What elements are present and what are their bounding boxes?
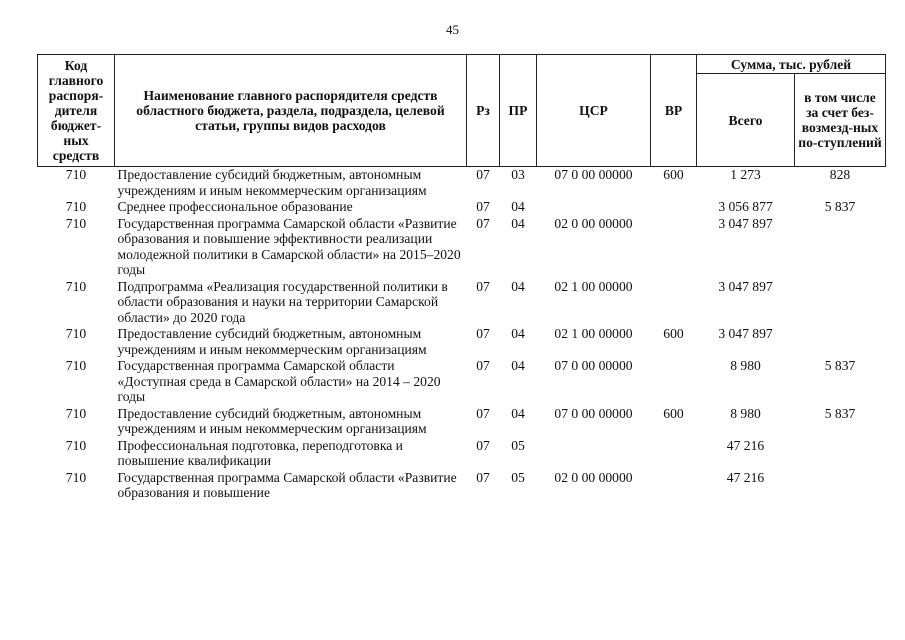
cell-total: 3 047 897 <box>718 278 773 294</box>
cell-csr: 07 0 00 00000 <box>554 167 633 182</box>
cell-vr <box>651 199 697 216</box>
cell-free: 5 837 <box>824 358 856 373</box>
header-name: Наименование главного распорядителя средств областного бюджета, раздела, подраздела, целевой статьи, группы видов расходов <box>115 55 467 167</box>
cell-free <box>795 470 886 502</box>
cell-total: 1 273 <box>730 167 761 182</box>
cell-code: 710 <box>65 199 87 214</box>
cell-free <box>795 279 886 327</box>
table-header <box>38 55 886 167</box>
cell-vr: 600 <box>663 167 684 182</box>
cell-name: Предоставление субсидий бюджетным, автономным учреждениям и иным некоммерческим организациям <box>117 167 427 198</box>
cell-csr: 02 0 00 00000 <box>554 469 633 485</box>
cell-rz: 07 <box>476 326 490 341</box>
cell-code: 710 <box>65 358 87 373</box>
cell-csr <box>537 199 651 216</box>
cell-pr: 04 <box>511 215 525 231</box>
cell-total: 3 047 897 <box>718 215 773 231</box>
cell-code: 710 <box>65 167 87 182</box>
cell-code: 710 <box>65 405 87 421</box>
cell-vr: 600 <box>663 326 684 341</box>
cell-vr: 600 <box>663 405 684 421</box>
cell-rz: 07 <box>476 215 490 231</box>
cell-free <box>795 216 886 279</box>
cell-free: 828 <box>829 167 851 182</box>
cell-csr: 07 0 00 00000 <box>554 358 633 373</box>
cell-free <box>795 438 886 470</box>
cell-rz: 07 <box>476 167 490 182</box>
cell-csr: 02 1 00 00000 <box>554 278 633 294</box>
header-pr: ПР <box>500 55 537 167</box>
cell-vr <box>651 470 697 502</box>
header-sum: Сумма, тыс. рублей <box>697 55 886 74</box>
header-free-receipts: в том числе за счет без-возмезд-ных по-ступлений <box>795 74 886 167</box>
cell-vr <box>651 279 697 327</box>
header-csr: ЦСР <box>537 55 651 167</box>
table-row <box>38 326 886 358</box>
cell-rz: 07 <box>476 278 490 294</box>
cell-code: 710 <box>65 278 87 294</box>
cell-name: Предоставление субсидий бюджетным, автономным учреждениям и иным некоммерческим организациям <box>117 326 427 357</box>
cell-rz: 07 <box>476 405 490 421</box>
cell-vr <box>651 358 697 406</box>
cell-total: 3 047 897 <box>718 326 773 341</box>
cell-free <box>795 326 886 358</box>
header-code: Код главного распоря-дителя бюджет-ных средств <box>38 55 115 167</box>
table-row <box>38 358 886 406</box>
cell-pr: 04 <box>511 199 525 214</box>
cell-total: 8 980 <box>730 358 761 373</box>
cell-name: Предоставление субсидий бюджетным, автономным учреждениям и иным некоммерческим организациям <box>117 405 427 436</box>
cell-rz: 07 <box>476 469 490 485</box>
cell-pr: 03 <box>511 167 525 182</box>
table-body <box>38 167 886 502</box>
header-vr: ВР <box>651 55 697 167</box>
cell-name: Подпрограмма «Реализация государственной политики в области образования и науки на территории Самарской области» до 2020 года <box>117 278 448 325</box>
cell-free: 5 837 <box>824 199 856 214</box>
page-number: 45 <box>446 22 459 37</box>
cell-pr: 05 <box>511 469 525 485</box>
cell-csr: 02 1 00 00000 <box>554 326 633 341</box>
cell-name: Государственная программа Самарской области «Развитие образования и повышение эффективности реализации молодежной политики в Самарской области» на 2015–2020 годы <box>117 215 461 277</box>
cell-code: 710 <box>65 437 87 453</box>
cell-pr: 04 <box>511 326 525 341</box>
cell-name: Среднее профессиональное образование <box>117 199 353 214</box>
cell-rz: 07 <box>476 358 490 373</box>
cell-total: 47 216 <box>726 469 765 485</box>
table-row <box>38 279 886 327</box>
header-rz: Рз <box>467 55 500 167</box>
table-row <box>38 406 886 438</box>
cell-code: 710 <box>65 469 87 485</box>
header-total: Всего <box>697 74 795 167</box>
cell-free: 5 837 <box>824 405 856 421</box>
cell-vr <box>651 216 697 279</box>
budget-table <box>37 54 886 502</box>
cell-pr: 05 <box>511 437 525 453</box>
cell-total: 3 056 877 <box>718 199 773 214</box>
cell-vr <box>651 438 697 470</box>
cell-name: Профессиональная подготовка, переподготовка и повышение квалификации <box>117 437 403 468</box>
cell-total: 47 216 <box>726 437 765 453</box>
table-row <box>38 199 886 216</box>
cell-pr: 04 <box>511 405 525 421</box>
cell-csr: 07 0 00 00000 <box>554 405 633 421</box>
cell-code: 710 <box>65 326 87 341</box>
table-row <box>38 167 886 200</box>
cell-csr <box>537 438 651 470</box>
cell-csr: 02 0 00 00000 <box>554 215 633 231</box>
cell-name: Государственная программа Самарской области «Развитие образования и повышение <box>117 469 457 500</box>
cell-pr: 04 <box>511 278 525 294</box>
cell-rz: 07 <box>476 437 490 453</box>
cell-rz: 07 <box>476 199 490 214</box>
cell-total: 8 980 <box>730 405 761 421</box>
table-row <box>38 438 886 470</box>
table-row <box>38 470 886 502</box>
cell-pr: 04 <box>511 358 525 373</box>
cell-name: Государственная программа Самарской области «Доступная среда в Самарской области» на 2014 – 2020 годы <box>117 358 441 404</box>
table-row <box>38 216 886 279</box>
cell-code: 710 <box>65 215 87 231</box>
